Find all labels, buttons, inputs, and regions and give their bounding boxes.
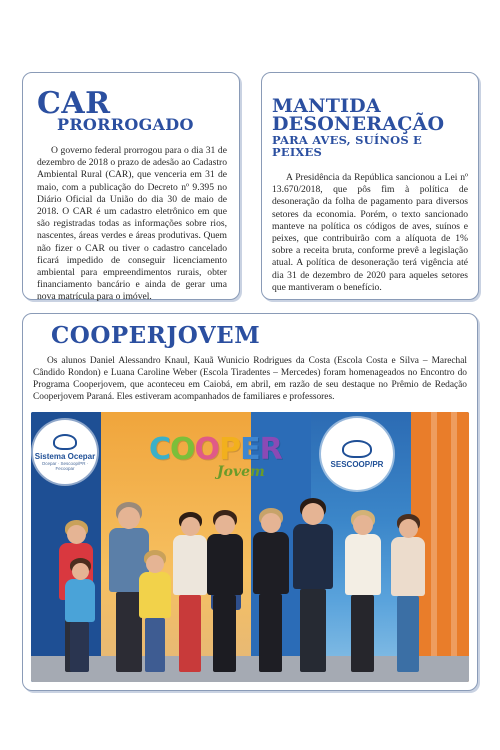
cooperjovem-body: Os alunos Daniel Alessandro Knaul, Kauã Wunicio Rodrigues da Costa (Escola Costa e Silva – Marechal Cândido Rondon) e Luana Caroline Weber (Escola Tiradentes – Mercedes) foram homenageados no Encontro do Programa Cooperjovem, que aconteceu em Caiobá, em abril, em razão de seu destaque no Prêmio de Redação Cooperjovem Paraná. Eles estiveram acompanhados de familiares e professores.: [33, 356, 467, 402]
person-figure: [345, 512, 381, 672]
desoneracao-article: [261, 72, 479, 300]
sescoop-logo: [321, 418, 393, 490]
sescoop-logo-text: SESCOOP/PR: [330, 459, 384, 469]
person-figure: [65, 560, 95, 672]
sescoop-mark-icon: [342, 440, 372, 458]
ocepar-logo: [33, 420, 97, 484]
group-photo: [31, 412, 469, 682]
cooperjovem-banner-subword: Jovem: [217, 464, 265, 480]
car-body: O governo federal prorrogou para o dia 31 de dezembro de 2018 o prazo de adesão ao Cadastro Ambiental Rural (CAR), que venceria em 31 de maio, com a publicação do Decreto nº 9.395 no Diário Oficial da União do dia 30 de maio de 2018. O CAR é um cadastro eletrônico em que são registradas todas as informações sobre rios, nascentes, áreas verdes e áreas produtivas. Quem não fizer o CAR ou tiver o cadastro cancelado ficará impedido de conseguir licenciamento ambiental para empreendimentos rurais, obter financiamento bancário e ainda de gerar uma nova matrícula para o imóvel.: [37, 145, 227, 303]
person-figure: [293, 500, 333, 672]
cooperjovem-banner-logo: COOPER: [149, 432, 282, 467]
desoneracao-title-line2: DESONERAÇÃO: [272, 113, 445, 135]
cooperjovem-article: [22, 313, 478, 691]
person-figure: [253, 510, 289, 672]
person-figure: [173, 514, 207, 672]
car-subtitle: PRORROGADO: [57, 115, 194, 134]
car-article: [22, 72, 240, 303]
desoneracao-body: A Presidência da República sancionou a Lei nº 13.670/2018, que pôs fim à política de desoneração da folha de pagamento para diversos setores da economia. Porém, o texto sancionado manteve na política os códigos de aves, suínos e peixes, que contribuirão com a alíquota de 1% sobre a receita bruta, conforme prevê a legislação atual. A política de desoneração terá vigência até dia 31 de dezembro de 2020 para aqueles setores que mantiveram o benefício.: [272, 172, 468, 293]
person-figure: [139, 552, 171, 672]
person-figure: [207, 512, 243, 672]
desoneracao-title-line1: MANTIDA: [272, 95, 381, 117]
cooperjovem-title: COOPERJOVEM: [51, 322, 261, 349]
ocepar-logo-subtext: Ocepar · Sescoop/PR · Fecoopar: [41, 460, 89, 471]
person-figure: [391, 516, 425, 672]
ocepar-logo-text: Sistema Ocepar: [34, 451, 96, 461]
ocepar-mark-icon: [53, 434, 77, 450]
desoneracao-subtitle: PARA AVES, SUÍNOS E PEIXES: [272, 133, 423, 159]
car-title: CAR: [37, 86, 111, 121]
